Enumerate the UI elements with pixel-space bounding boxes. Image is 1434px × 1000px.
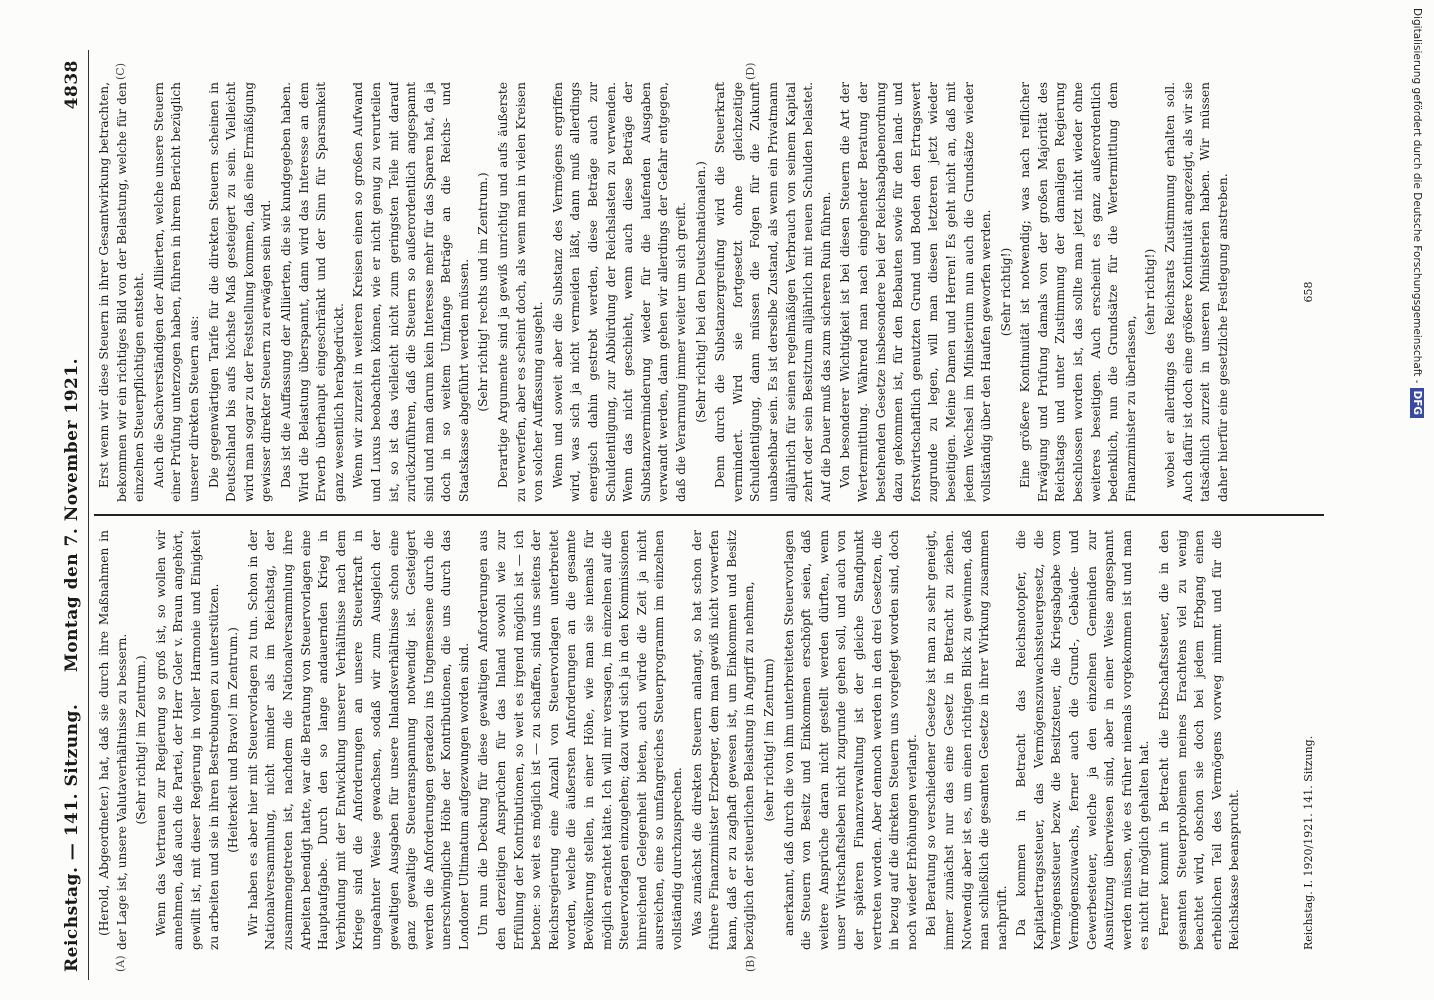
paragraph: Wenn und soweit aber die Substanz des Vermögens ergriffen wird, was sich ja nicht vermeiden läßt, dann muß allerdings energisch dahin gestrebt werden, diese Beträge auch zur Schuldentilgung, zur Abbürdung der Reichslasten zu verwenden. Wenn das nicht geschieht, wenn auch diese Beträge der Substanzverminderung wieder für die laufenden Ausgaben verwandt werden, dann gehen wir allerdings der Gefahr entgegen, daß die Verarmung immer weiter um sich greift.: [550, 82, 688, 502]
margin-letter-b: (B): [744, 955, 757, 972]
paragraph: Was zunächst die direkten Steuern anlangt, so hat schon der frühere Finanzminister Erzberger, dem man gewiß nicht vorwerfen kann, daß er zu zaghaft gewesen ist, um Einkommen und Besitz bezüglich der steuerlichen Belastung in Angriff zu nehmen,: [689, 530, 757, 950]
quotation: Die gegenwärtigen Tarife für die direkten Steuern scheinen in Deutschland bis aufs höchste Maß gesteigert zu sein. Vielleicht wird man sogar zu der Feststellung kommen, daß eine Ermäßigung gewisser direkter Steuern zu erwägen sein wird.: [206, 82, 274, 502]
interjection: (sehr richtig!): [1143, 248, 1158, 336]
paragraph: Derartige Argumente sind ja gewiß unrichtig und aufs äußerste zu verwerfen, aber es scheint doch, als wenn man in vielen Kreisen von solcher Auffassung ausgeht.: [496, 82, 546, 502]
paragraph: Wenn wir zurzeit in weiteren Kreisen einen so großen Aufwand und Luxus beobachten können, wie er nicht genug zu verurteilen ist, so ist das vielleicht nicht zum geringsten Teile mit darauf zurückzuführen, daß die Steuern so außerordentlich angespannt sind und man darum kein Interesse mehr für das Sparen hat, da ja doch in so weitem Umfange Beträge an die Reichs- und Staatskasse abgeführt werden müssen.: [351, 82, 471, 502]
interjection: (sehr richtig! im Zentrum): [761, 658, 776, 822]
paragraph: Um nun die Deckung für diese gewaltigen Anforderungen aus den derzeitigen Ansprüchen für das Inland sowohl wie zur Erfüllung der Kontributionen, so weit es irgend möglich ist — ich betone: so weit es möglich ist — zu schaffen, sind uns seitens der Reichsregierung eine Anzahl von Steuervorlagen unterbreitet worden, welche die äußersten Anforderungen an die gesamte Bevölkerung stellen, in einer Höhe, wie man sie niemals für möglich erachtet hätte. Ich will mir versagen, im einzelnen auf die Steuervorlagen einzugehen; dazu wird sich ja in den Kommissionen hinreichend Gelegenheit bieten, auch würde die Zeit ja nicht ausreichen, eine so umfangreiches Steuerprogramm im einzelnen vollständig durchzusprechen.: [476, 530, 684, 950]
left-column: [96, 530, 1296, 950]
interjection: (Heiterkeit und Bravo! im Zentrum.): [226, 627, 241, 853]
paragraph: Das ist die Auffassung der Alliierten, die sie kundgegeben haben. Wird die Belastung überspannt, dann wird das Interesse an dem Erwerb überhaupt eingeschränkt und der Sinn für Sparsamkeit ganz wesentlich herabgedrückt.: [278, 82, 346, 502]
paragraph: Eine größere Kontinuität ist notwendig; was nach reiflicher Erwägung und Prüfung damals von der großen Majorität des Reichstags und unter Zustimmung der damaligen Regierung beschlossen worden ist, das sollte man jetzt nicht wieder ohne weiteres beseitigen. Auch erscheint es ganz außerordentlich bedenklich, nun die Grundsätze für die Wertermittlung dem Finanzminister zu überlassen,: [1018, 82, 1138, 502]
digitization-note: Digitalisierung gefördert durch die Deutsche Forschungsgemeinschaft -: [1411, 8, 1423, 384]
paragraph: Bei Beratung so verschiedener Gesetze ist man zu sehr geneigt, immer zunächst nur das eine Gesetz in Betracht zu ziehen. Notwendig aber ist es, um einen richtigen Blick zu gewinnen, daß man schließlich die gesamten Gesetze in ihrer Wirkung zusammen nachprüft.: [924, 530, 1009, 950]
margin-letter-c: (C): [114, 63, 127, 80]
page-footer: Reichstag. I. 1920/1921. 141. Sitzung.: [1302, 735, 1315, 950]
rotated-newspaper-page: [54, 50, 1414, 980]
page-number: 658: [1302, 281, 1315, 303]
paragraph: Erst wenn wir diese Steuern in ihrer Gesamtwirkung betrachten, bekommen wir ein richtiges Bild von der Belastung, welche für den einzelnen Steuerpflichtigen entsteht.: [97, 82, 147, 502]
column-divider: [94, 515, 1324, 517]
header-session: Reichstag. — 141. Sitzung.: [62, 703, 82, 972]
header-column-number: 4838: [62, 60, 82, 110]
paragraph: Wir haben es aber hier mit Steuervorlagen zu tun. Schon in der Nationalversammlung, nicht minder als im Reichstag, der zusammengetreten ist, nachdem die Nationalversammlung ihre Arbeiten beendigt hatte, war die Beratung von Steuervorlagen eine Hauptaufgabe. Durch den so lange andauernden Krieg in Verbindung mit der Entwicklung unserer Verhältnisse nach dem Kriege sind die Anforderungen an unsere Steuerkraft in ungeahnter Weise gewachsen, sodaß wir zum Ausgleich der gewaltigen Ausgaben für unsere Inlandsverhältnisse schon eine ganz gewaltige Steueranspannung notwendig ist. Gesteigert werden die Anforderungen geradezu ins Ungemessene durch die unerschwingliche Höhe der Kontributionen, die uns durch das Londoner Ultimatum aufgezwungen worden sind.: [245, 530, 471, 950]
paragraph: (Herold, Abgeordneter.) hat, daß sie durch ihre Maßnahmen in der Lage ist, unsere Valutaverhältnisse zu bessern.: [97, 530, 129, 950]
interjection: (Sehr richtig! rechts und im Zentrum.): [476, 172, 491, 412]
interjection: (Sehr richtig! bei den Deutschnationalen.): [693, 161, 708, 423]
margin-letter-a: (A): [114, 955, 127, 972]
paragraph: Wenn das Vertrauen zur Regierung so groß ist, so wollen wir annehmen, daß auch die Partei, der Herr Goler v. Braun angehört, gewillt ist, mit dieser Regierung in voller Harmonie und Einigkeit zu arbeiten und sie in ihren Bestrebungen zu unterstützen.: [153, 530, 221, 950]
paragraph: Da kommen in Betracht das Reichsnotopfer, die Kapitalertragssteuer, das Vermögenszuwachssteuergesetz, die Vermögenssteuer bezw. die Besitzsteuer, die Kriegsabgabe vom Vermögenszuwachs, ferner auch die Grund-, Gebäude- und Gewerbesteuer, welche ja den einzelnen Gemeinden zur Ausnützung überwiesen sind, aber in einer Weise angespannt werden müssen, wie es früher niemals vorgekommen ist und man es nicht für möglich gehalten hat.: [1014, 530, 1152, 950]
paragraph: anerkannt, daß durch die von ihm unterbreiteten Steuervorlagen die Steuern von Besitz und Einkommen erschöpft seien, daß weitere Ansprüche daran nicht gestellt werden dürften, wenn unser Wirtschaftsleben nicht zugrunde gehen soll, und auch von der späteren Finanzverwaltung ist der gleiche Standpunkt vertreten worden. Aber dennoch werden in den drei Gesetzen, die in bezug auf die direkten Steuern uns vorgelegt worden sind, doch noch wieder Erhöhungen verlangt.: [781, 530, 919, 950]
header-rule: [88, 50, 89, 980]
page-header: [54, 50, 90, 980]
paragraph: Auch die Sachverständigen der Alliierten, welche unsere Steuern einer Prüfung unterzogen haben, führen in ihrem Bericht bezüglich unserer direkten Steuern aus:: [151, 82, 201, 502]
paragraph: Von besonderer Wichtigkeit ist bei diesen Steuern die Art der Wertermittlung. Während man nach eingehender Beratung der bestehenden Gesetze insbesondere bei der Reichsabgabenordnung dazu gekommen ist, für den Bebauten sowie für den land- und forstwirtschaftlich genutzten Grund und Boden den Ertragswert zugrunde zu legen, will man diesen letzteren jetzt wieder beseitigen. Meine Damen und Herren! Es geht nicht an, daß mit jedem Wechsel im Ministerium nun auch die Grundsätze wieder vollständig über den Haufen geworfen werden.: [838, 82, 994, 502]
paragraph: wobei er allerdings des Reichsrats Zustimmung erhalten soll. Auch dafür ist doch eine größere Kontinuität angezeigt, als wir sie tatsächlich zurzeit in unseren Ministerien haben. Wir müssen daher hierfür eine gesetzliche Festlegung anstreben.: [1163, 82, 1230, 502]
right-column: [96, 82, 1296, 502]
header-date: Montag den 7. November 1921.: [62, 357, 82, 673]
paragraph: Ferner kommt in Betracht die Erbschaftssteuer, die in den gesamten Steuerproblemen meines Erachtens viel zu wenig beachtet wird, obschon sie doch bei jedem Erbgang einen erheblichen Teil des Vermögens vorweg nimmt und für die Reichskasse beansprucht.: [1157, 530, 1242, 950]
margin-letter-d: (D): [744, 62, 757, 80]
interjection: (Sehr richtig!): [998, 247, 1013, 337]
interjection: (Sehr richtig! im Zentrum.): [134, 655, 149, 825]
dfg-logo: DFG: [1410, 388, 1424, 419]
digitization-stamp: [1405, 8, 1429, 993]
paragraph: Denn durch die Substanzergreifung wird die Steuerkraft vermindert. Wird sie fortgesetzt ohne gleichzeitige Schuldentilgung, dann müssen die Folgen für die Zukunft unabsehbar sein. Es ist derselbe Zustand, als wenn ein Privatmann alljährlich für seinen regelmäßigen Verbrauch von seinem Kapital zehrt oder sein Besitztum alljährlich mit neuen Schulden belastet. Auf die Dauer muß das zum sicheren Ruin führen.: [713, 82, 833, 502]
